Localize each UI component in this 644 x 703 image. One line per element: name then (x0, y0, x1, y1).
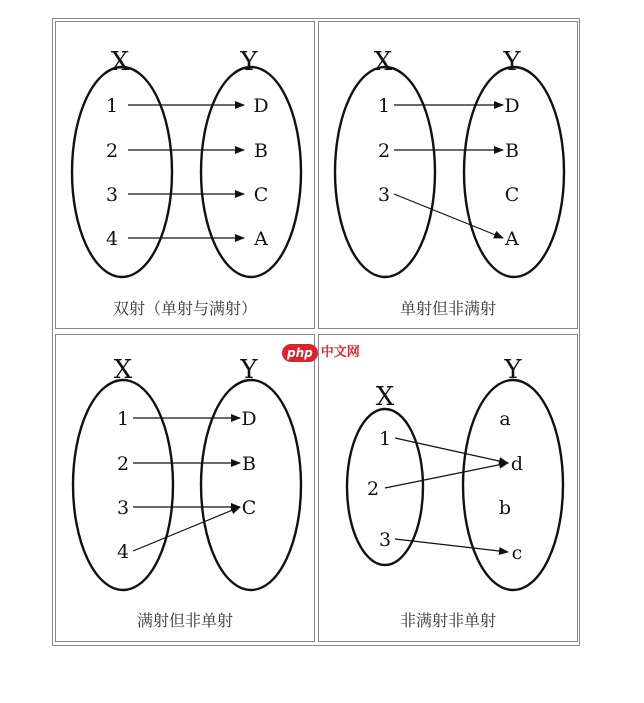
domain-element: 2 (105, 140, 119, 162)
mapping-diagram-grid (52, 18, 580, 646)
codomain-set-title: Y (504, 355, 522, 385)
codomain-element: C (504, 184, 520, 206)
domain-element: 3 (378, 529, 392, 551)
codomain-element: D (504, 95, 520, 117)
domain-element: 2 (377, 140, 391, 162)
panel-surjection-diagram (56, 335, 314, 641)
codomain-set-ellipse (201, 67, 301, 277)
domain-set-title: X (375, 382, 395, 412)
panel-injection-diagram (319, 22, 577, 328)
codomain-set-title: Y (240, 47, 258, 77)
panel-bijection-diagram (56, 22, 314, 328)
codomain-element: D (241, 408, 257, 430)
domain-element: 2 (116, 453, 130, 475)
panel-surjection (55, 334, 315, 642)
codomain-element: A (505, 228, 519, 250)
panel-neither-diagram (319, 335, 577, 641)
codomain-element: B (242, 453, 256, 475)
mapping-arrow (395, 539, 508, 552)
panel-caption: 非满射非单射 (399, 611, 496, 630)
codomain-set-title: Y (240, 355, 258, 385)
panel-neither (318, 334, 578, 642)
domain-element: 1 (377, 95, 391, 117)
domain-set-ellipse (72, 67, 172, 277)
codomain-element: c (511, 542, 523, 564)
codomain-element: b (498, 497, 512, 519)
domain-set-title: X (110, 47, 130, 77)
watermark-logo: php (282, 344, 318, 362)
domain-element: 1 (378, 428, 392, 450)
codomain-element: D (253, 95, 269, 117)
codomain-element: B (254, 140, 268, 162)
domain-element: 2 (366, 478, 380, 500)
mapping-arrow (133, 507, 240, 551)
codomain-element: B (505, 140, 519, 162)
codomain-element: d (510, 453, 524, 475)
domain-element: 3 (116, 497, 130, 519)
domain-element: 3 (105, 184, 119, 206)
panel-bijection (55, 21, 315, 329)
codomain-element: A (254, 228, 268, 250)
domain-element: 1 (105, 95, 119, 117)
panel-caption: 双射（单射与满射） (112, 299, 257, 318)
codomain-element: a (499, 408, 511, 430)
domain-element: 1 (116, 408, 130, 430)
mapping-arrow (395, 438, 508, 463)
panel-caption: 满射但非单射 (136, 611, 233, 630)
mapping-arrow (394, 194, 503, 238)
watermark (282, 344, 360, 362)
codomain-element: C (241, 497, 257, 519)
codomain-set-title: Y (503, 47, 521, 77)
domain-element: 4 (116, 541, 130, 563)
domain-element: 3 (377, 184, 391, 206)
domain-set-title: X (113, 355, 133, 385)
panel-caption: 单射但非满射 (399, 299, 496, 318)
codomain-element: C (253, 184, 269, 206)
watermark-text: 中文网 (320, 345, 360, 360)
panel-injection (318, 21, 578, 329)
domain-set-title: X (373, 47, 393, 77)
domain-element: 4 (105, 228, 119, 250)
mapping-arrow (385, 463, 508, 488)
